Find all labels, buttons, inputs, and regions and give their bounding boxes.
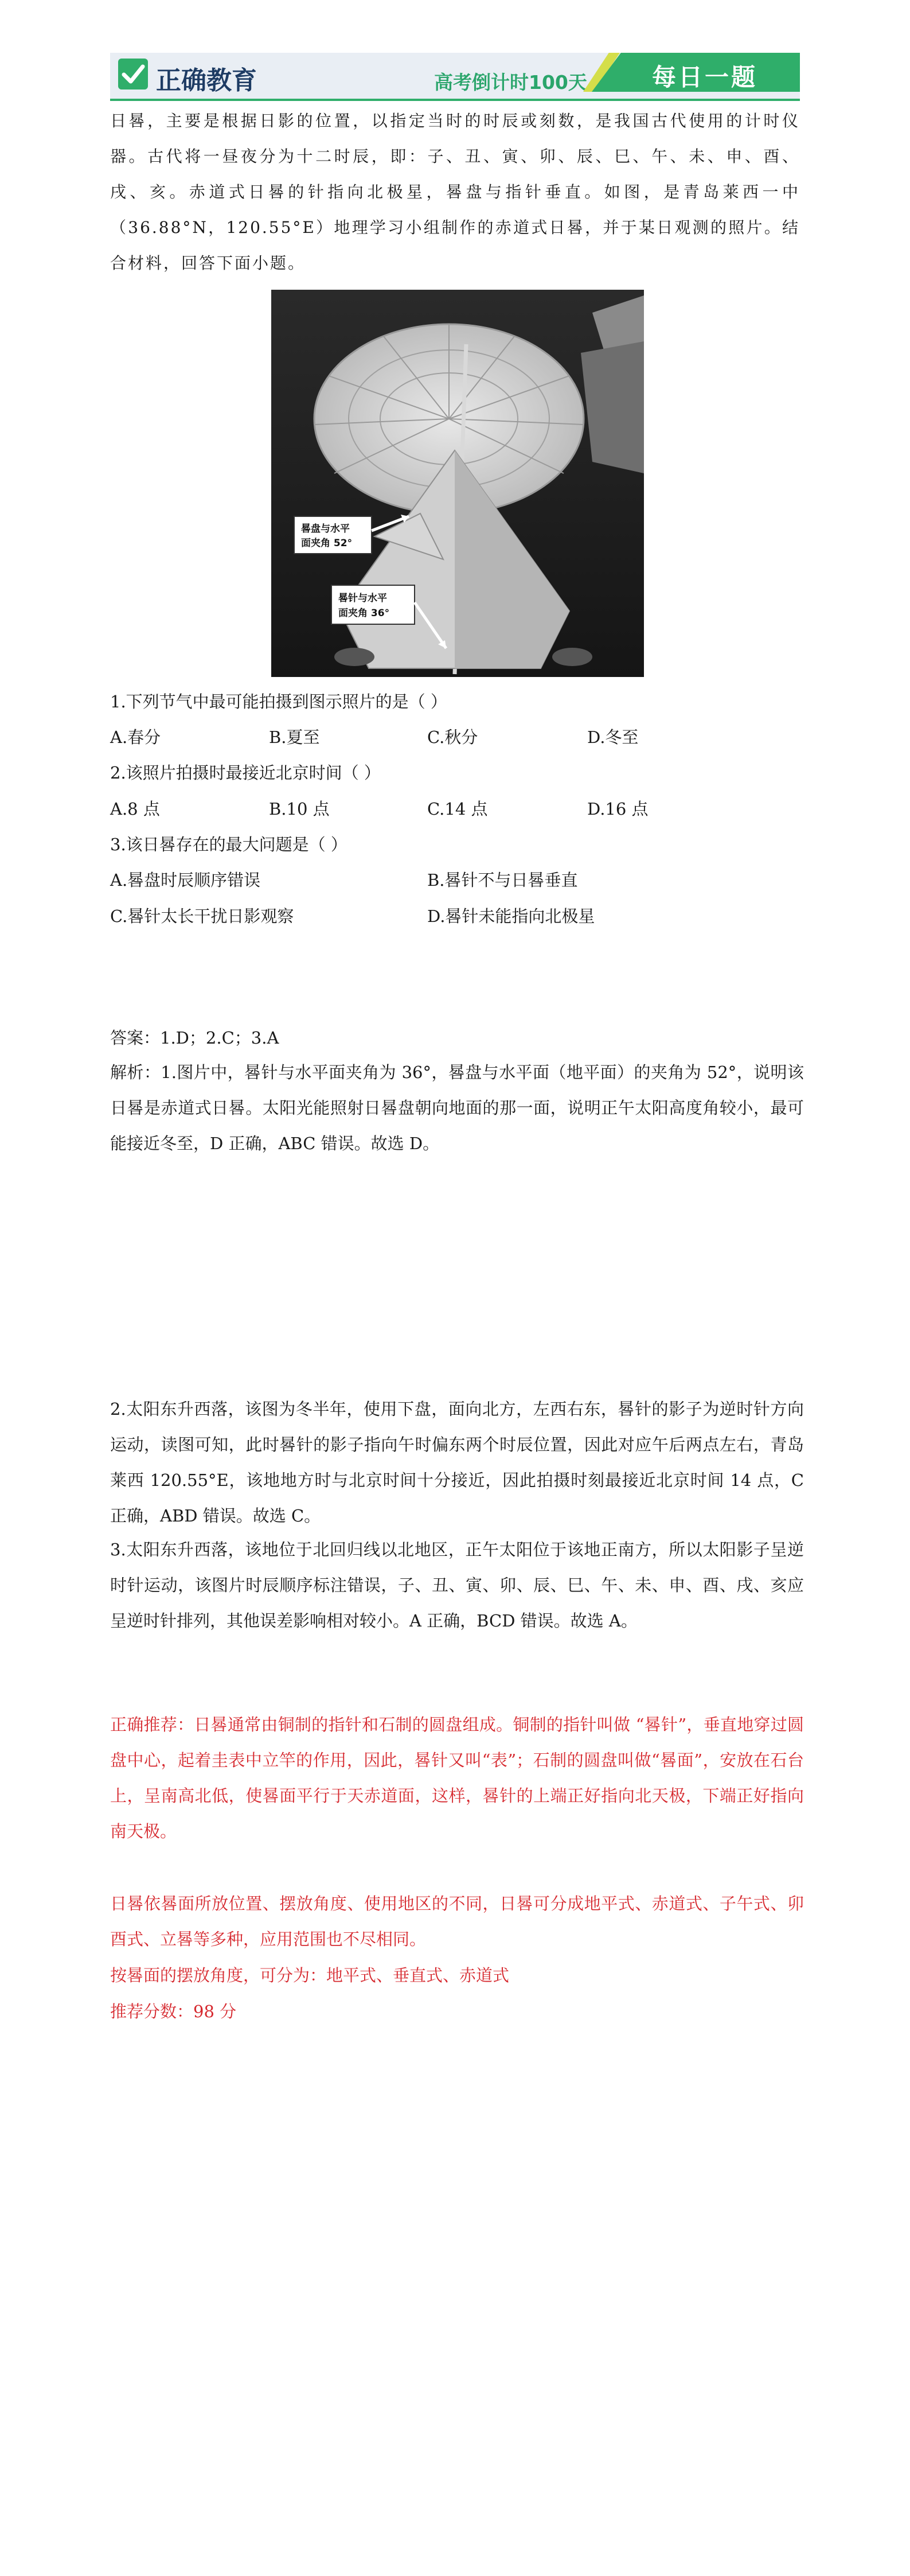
analysis-q3: 3.太阳东升西落，该地位于北回归线以北地区，正午太阳位于该地正南方，所以太阳影子呈逆时针运动，该图片时辰顺序标注错误，子、丑、寅、卯、辰、巳、午、未、申、酉、戌、亥应呈逆时针排列，其他误差影响相对较小。A 正确，BCD 错误。故选 A。	[110, 1540, 804, 1631]
question-1-option-d: D.冬至	[587, 727, 639, 747]
recommendation-paragraph-1: 正确推荐：日晷通常由铜制的指针和石制的圆盘组成。铜制的指针叫做 “晷针”，垂直地穿过圆盘中心，起着圭表中立竿的作用，因此，晷针又叫“表”；石制的圆盘叫做“晷面”，安放在石台上，呈南高北低，使晷面平行于天赤道面，这样，晷针的上端正好指向北天极，下端正好指向南天极。	[110, 1715, 804, 1841]
question-3-option-d: D.晷针未能指向北极星	[427, 906, 595, 926]
question-2-option-b: B.10 点	[269, 799, 330, 819]
analysis-q1: 解析：1.图片中，晷针与水平面夹角为 36°，晷盘与水平面（地平面）的夹角为 52°，说明该日晷是赤道式日晷。太阳光能照射日晷盘朝向地面的那一面，说明正午太阳高度角较小，最可能接近冬至，D 正确，ABC 错误。故选 D。	[110, 1063, 804, 1153]
question-1-option-c: C.秋分	[427, 727, 478, 747]
dial-angle-label-line2: 面夹角 52°	[301, 538, 353, 549]
question-1-option-b: B.夏至	[269, 727, 320, 747]
question-2-option-c: C.14 点	[427, 799, 488, 819]
question-3-option-c: C.晷针太长干扰日影观察	[110, 906, 294, 926]
brand-name: 正确教育	[156, 66, 257, 95]
sundial-photo	[271, 290, 644, 677]
recommendation-paragraph-3: 按晷面的摆放角度，可分为：地平式、垂直式、赤道式	[110, 1966, 510, 1985]
question-intro: 日晷，主要是根据日影的位置，以指定当时的时辰或刻数，是我国古代使用的计时仪器。古代将一昼夜分为十二时辰，即：子、丑、寅、卯、辰、巳、午、未、申、酉、戌、亥。赤道式日晷的针指向北极星，晷盘与指针垂直。如图，是青岛莱西一中（36.88°N，120.55°E）地理学习小组制作的赤道式日晷，并于某日观测的照片。结合材料，回答下面小题。	[110, 111, 800, 273]
dial-angle-label-line1: 晷盘与水平	[301, 523, 350, 535]
recommendation-paragraph-2: 日晷依晷面所放位置、摆放角度、使用地区的不同，日晷可分成地平式、赤道式、子午式、卯酉式、立晷等多种，应用范围也不尽相同。	[110, 1894, 804, 1949]
header-divider	[110, 99, 800, 101]
daily-question-label: 每日一题	[652, 63, 758, 91]
header-banner	[110, 53, 800, 99]
question-3-option-b: B.晷针不与日晷垂直	[427, 870, 578, 890]
question-3-option-a: A.晷盘时辰顺序错误	[110, 870, 261, 890]
question-2-option-a: A.8 点	[110, 799, 160, 819]
exam-countdown: 高考倒计时100天	[434, 71, 587, 94]
analysis-q2: 2.太阳东升西落，该图为冬半年，使用下盘，面向北方，左西右东，晷针的影子为逆时针方向运动，读图可知，此时晷针的影子指向午时偏东两个时辰位置，因此对应午后两点左右，青岛莱西 120.55°E，该地地方时与北京时间十分接近，因此拍摄时刻最接近北京时间 14 点，C 正确，ABD 错误。故选 C。	[110, 1399, 804, 1526]
pin-angle-label-line2: 面夹角 36°	[338, 608, 390, 619]
pin-angle-label-line1: 晷针与水平	[338, 593, 387, 604]
question-1-option-a: A.春分	[110, 727, 161, 747]
recommendation-score: 推荐分数：98 分	[110, 2002, 237, 2021]
question-2-option-d: D.16 点	[587, 799, 649, 819]
answer-key: 答案：1.D；2.C；3.A	[110, 1028, 279, 1048]
question-2-stem: 2.该照片拍摄时最接近北京时间（ ）	[110, 763, 381, 783]
question-1-stem: 1.下列节气中最可能拍摄到图示照片的是（ ）	[110, 692, 447, 711]
checkmark-logo-icon	[118, 59, 148, 90]
question-3-stem: 3.该日晷存在的最大问题是（ ）	[110, 835, 347, 854]
